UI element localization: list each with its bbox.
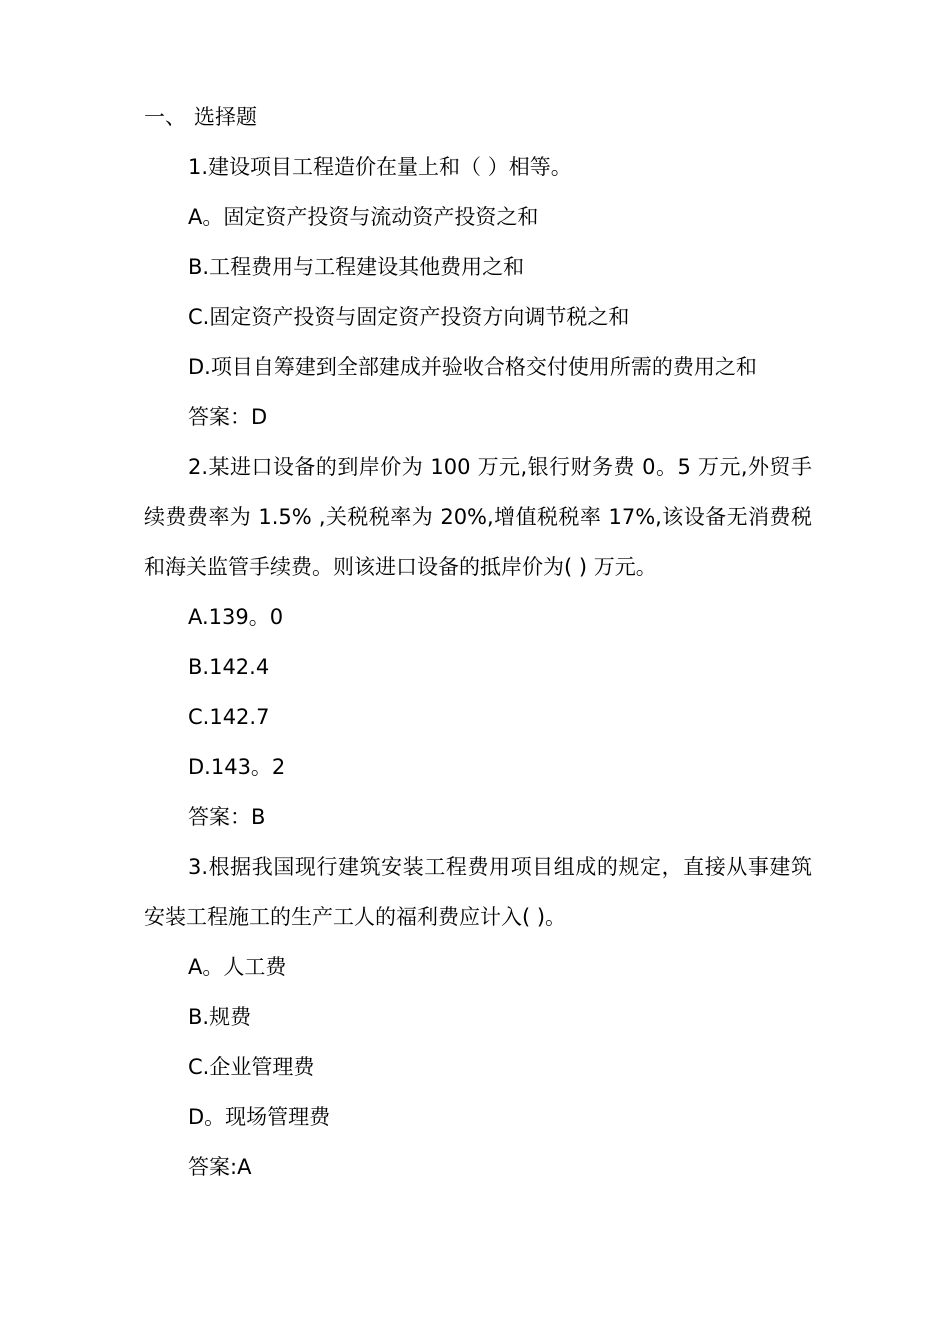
answer: 答案：D — [188, 405, 268, 429]
option-b: B.142.4 — [188, 655, 270, 679]
question-stem: 1.建设项目工程造价在量上和（ ）相等。 — [188, 155, 572, 179]
section-number: 一、 — [144, 105, 186, 129]
option-b: B.工程费用与工程建设其他费用之和 — [188, 255, 525, 279]
answer: 答案:A — [188, 1155, 252, 1179]
question-stem: 2.某进口设备的到岸价为 100 万元,银行财务费 0。5 万元,外贸手续费费率为 1.5% ,关税税率为 20%,增值税税率 17%,该设备无消费税和海关监管手续费。则该进口设备的抵岸价为( ) 万元。 — [144, 455, 812, 579]
option-d: D.143。2 — [188, 755, 286, 779]
question-1 — [144, 142, 812, 442]
option-d: D。现场管理费 — [188, 1105, 331, 1129]
question-stem: 3.根据我国现行建筑安装工程费用项目组成的规定，直接从事建筑安装工程施工的生产工人的福利费应计入( )。 — [144, 855, 812, 929]
option-c: C.企业管理费 — [188, 1055, 315, 1079]
option-c: C.142.7 — [188, 705, 270, 729]
document-content — [144, 92, 812, 1192]
question-2 — [144, 442, 812, 842]
question-3 — [144, 842, 812, 1192]
option-b: B.规费 — [188, 1005, 252, 1029]
option-a: A.139。0 — [188, 605, 284, 629]
option-a: A。人工费 — [188, 955, 287, 979]
option-a: A。固定资产投资与流动资产投资之和 — [188, 205, 539, 229]
answer: 答案：B — [188, 805, 266, 829]
option-c: C.固定资产投资与固定资产投资方向调节税之和 — [188, 305, 630, 329]
section-title: 选择题 — [194, 105, 257, 129]
option-d: D.项目自筹建到全部建成并验收合格交付使用所需的费用之和 — [188, 355, 757, 379]
section-heading — [144, 92, 812, 142]
